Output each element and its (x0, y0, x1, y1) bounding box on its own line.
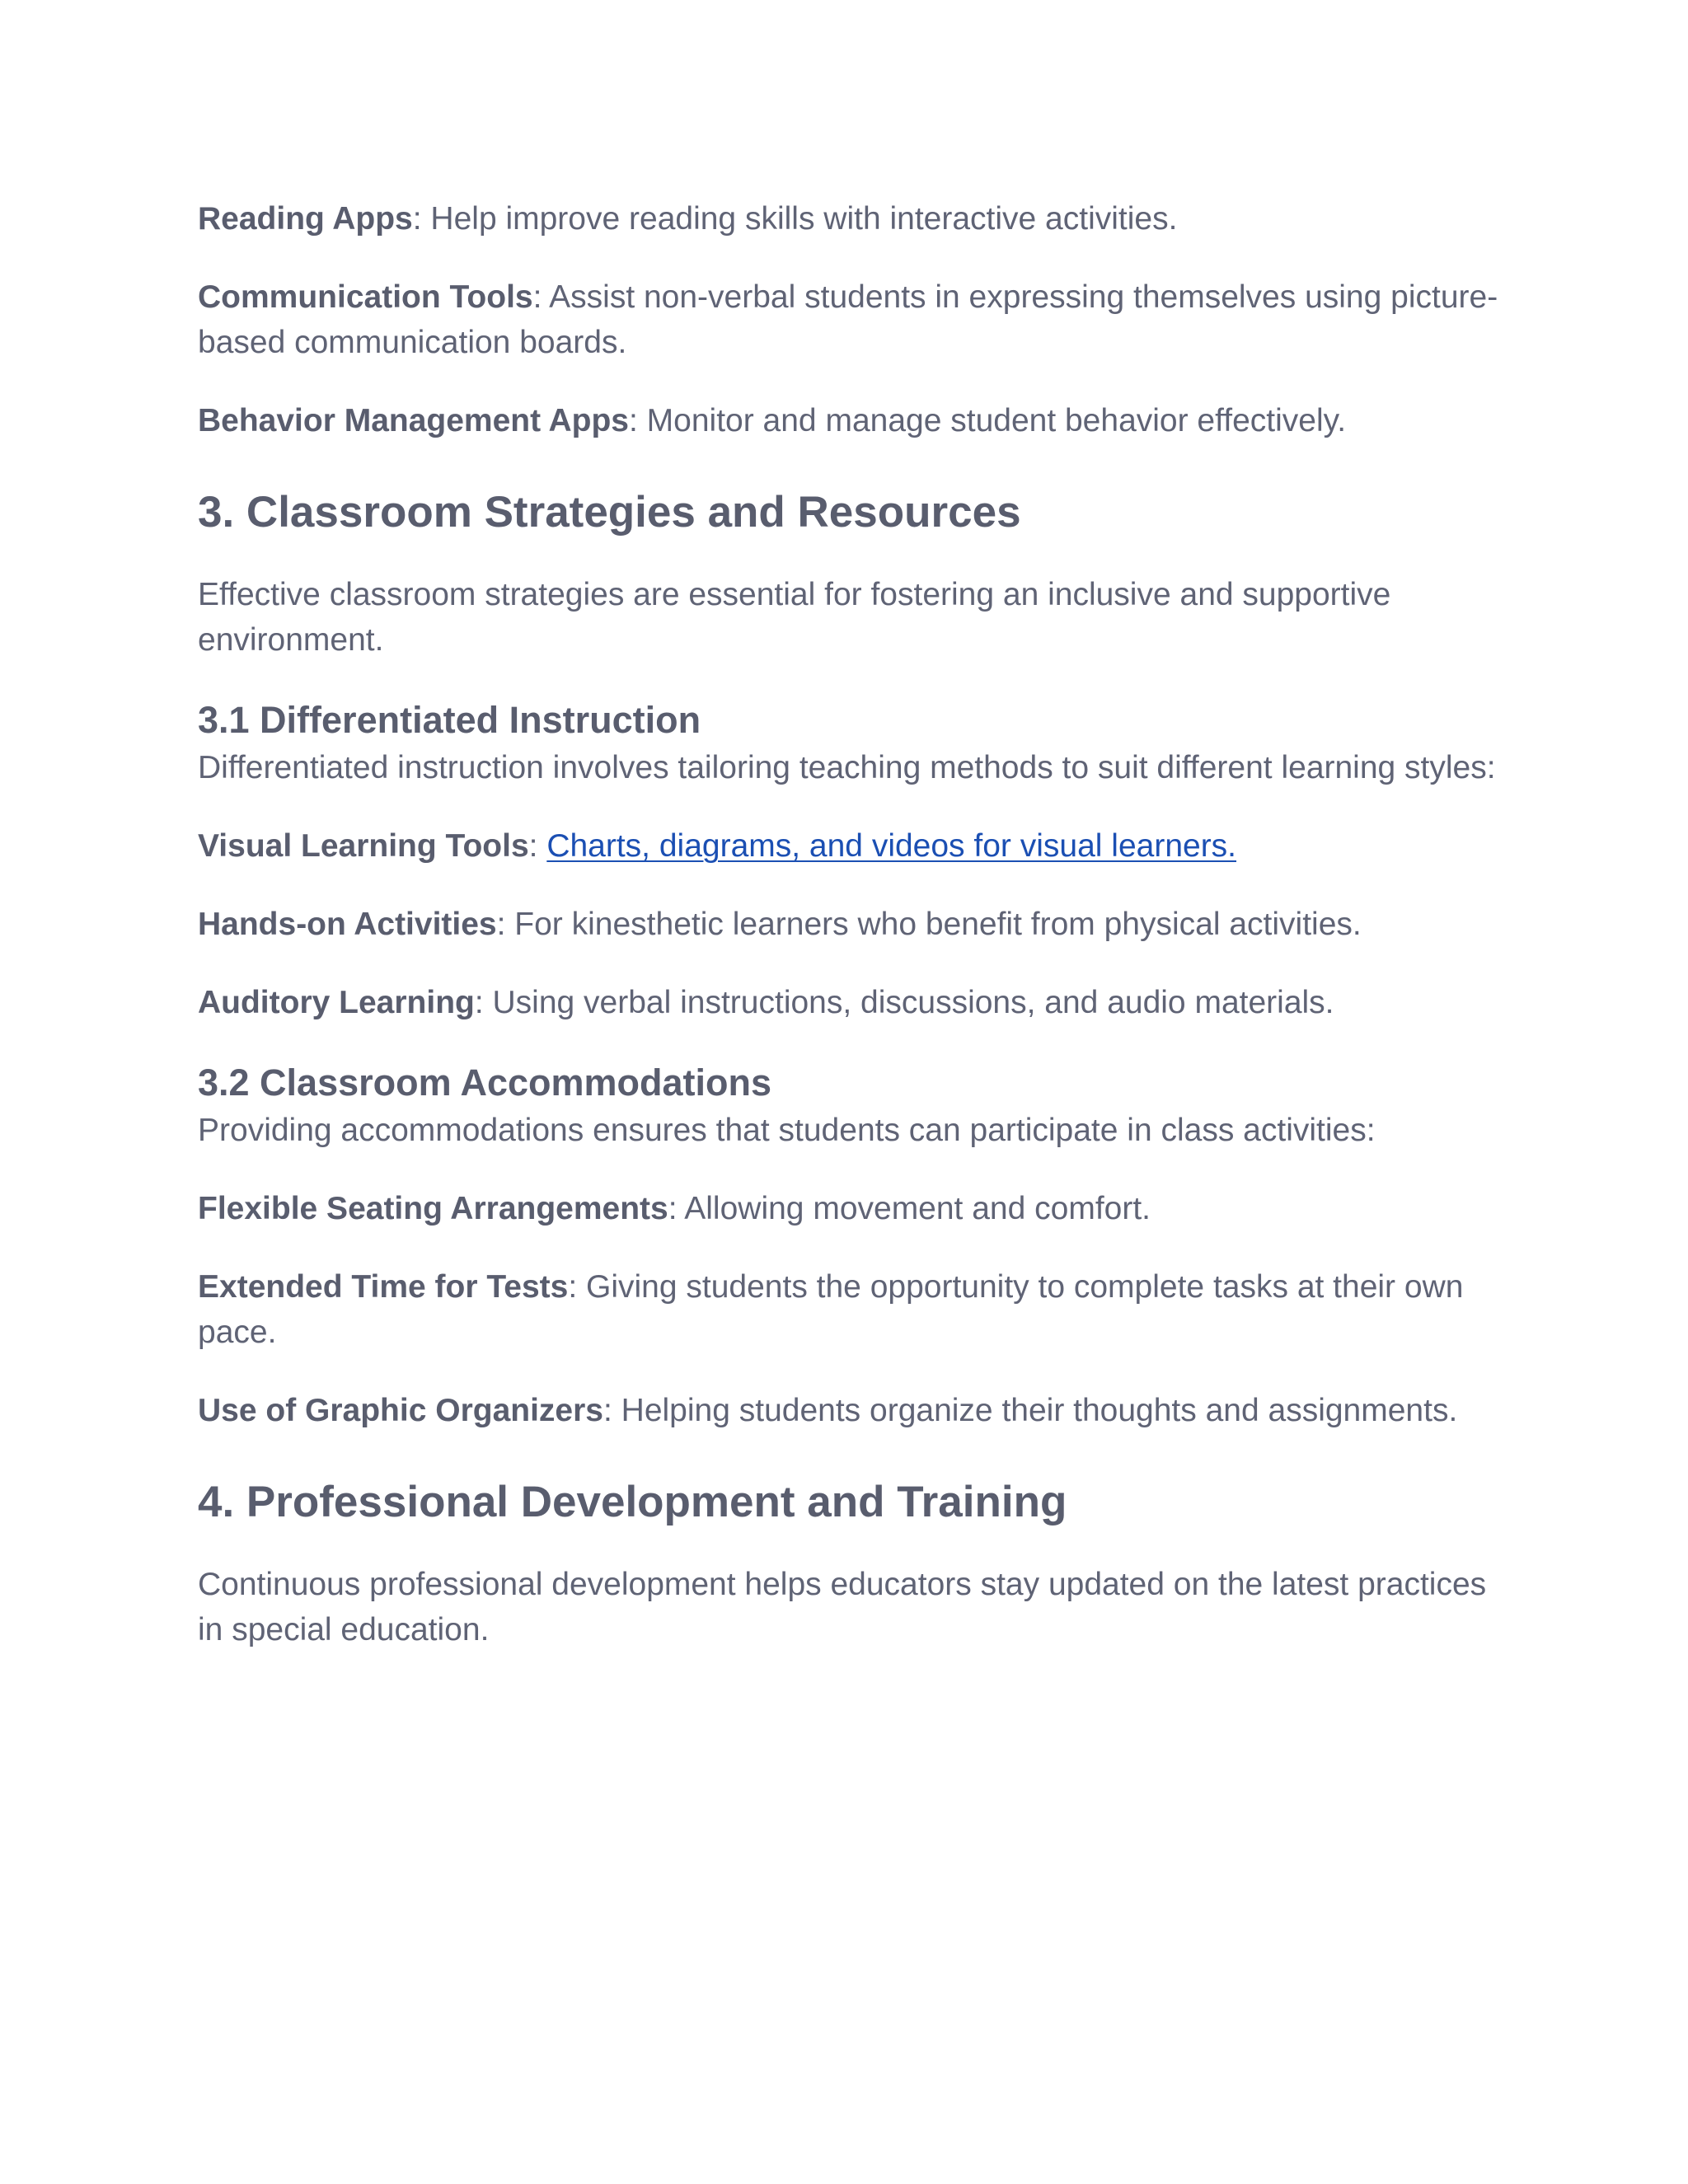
item-description: Allowing movement and comfort. (684, 1191, 1151, 1226)
list-item-reading-apps (198, 196, 1500, 241)
item-description: Giving students the opportunity to complete tasks at their own pace. (198, 1269, 1464, 1350)
item-term: Reading Apps (198, 201, 413, 237)
item-description: Helping students organize their thoughts and assignments. (621, 1393, 1458, 1428)
item-term: Use of Graphic Organizers (198, 1393, 603, 1428)
item-term: Communication Tools (198, 279, 533, 315)
section-3-heading: 3. Classroom Strategies and Resources (198, 488, 1021, 537)
item-separator: : (496, 907, 515, 942)
item-description: Help improve reading skills with interactive activities. (430, 201, 1178, 237)
item-description: Assist non-verbal students in expressing themselves using picture-based communication boards. (198, 279, 1498, 360)
list-item-graphic-organizers (198, 1388, 1500, 1433)
list-item-hands-on-activities (198, 902, 1500, 947)
item-separator: : (412, 201, 431, 237)
item-description: For kinesthetic learners who benefit from physical activities. (514, 907, 1362, 942)
section-3-1-intro: Differentiated instruction involves tailoring teaching methods to suit different learning styles: (198, 750, 1496, 785)
item-separator: : (568, 1269, 587, 1305)
section-4-intro: Continuous professional development helps educators stay updated on the latest practices in special education. (198, 1567, 1487, 1647)
item-term: Auditory Learning (198, 985, 475, 1020)
list-item-auditory-learning (198, 980, 1500, 1025)
section-3-2-intro: Providing accommodations ensures that students can participate in class activities: (198, 1113, 1376, 1148)
item-description: Using verbal instructions, discussions, and audio materials. (492, 985, 1334, 1020)
item-separator: : (474, 985, 493, 1020)
list-item-extended-time (198, 1264, 1500, 1355)
document-page (198, 196, 1500, 1652)
section-3-1-heading: 3.1 Differentiated Instruction (198, 699, 701, 741)
section-3-2-heading: 3.2 Classroom Accommodations (198, 1062, 772, 1104)
item-term: Extended Time for Tests (198, 1269, 569, 1305)
section-3-intro: Effective classroom strategies are essential for fostering an inclusive and supportive environment. (198, 577, 1391, 658)
list-item-visual-learning-tools (198, 823, 1500, 869)
item-separator: : (528, 828, 547, 864)
item-separator: : (603, 1393, 621, 1428)
list-item-flexible-seating (198, 1186, 1500, 1231)
list-item-behavior-management-apps (198, 398, 1500, 443)
visual-learning-link[interactable]: Charts, diagrams, and videos for visual learners. (546, 828, 1237, 864)
item-separator: : (629, 403, 647, 438)
item-term: Behavior Management Apps (198, 403, 629, 438)
item-separator: : (532, 279, 550, 315)
item-term: Hands-on Activities (198, 907, 497, 942)
list-item-communication-tools (198, 274, 1500, 365)
item-separator: : (668, 1191, 685, 1226)
item-description: Monitor and manage student behavior effectively. (646, 403, 1347, 438)
item-term: Visual Learning Tools (198, 828, 529, 864)
item-term: Flexible Seating Arrangements (198, 1191, 668, 1226)
section-4-heading: 4. Professional Development and Training (198, 1478, 1067, 1526)
